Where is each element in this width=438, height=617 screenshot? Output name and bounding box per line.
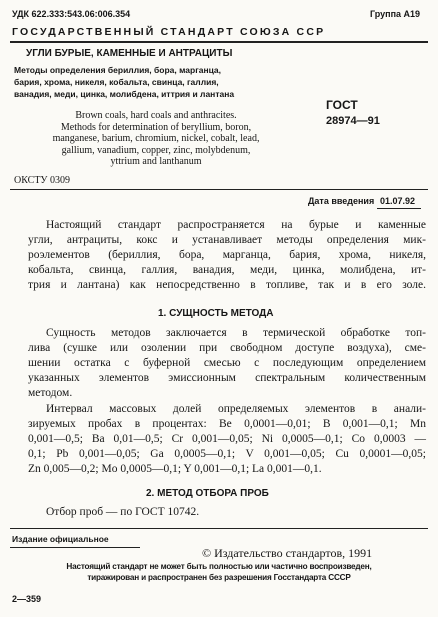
title-rule bbox=[10, 189, 428, 190]
section1-line: Интервал массовых долей определяемых элементов в анали- bbox=[46, 403, 426, 415]
official-edition: Издание официальное bbox=[12, 534, 109, 544]
section1-line: указанных элементов эмиссионным спектральным количественным bbox=[28, 372, 426, 384]
intro-line: роэлементов (бериллия, бора, марганца, бария, хрома, никеля, bbox=[28, 249, 426, 261]
section1-paragraph1 bbox=[28, 326, 426, 401]
gost-number: 28974—91 bbox=[326, 115, 380, 127]
section2-heading: 2. МЕТОД ОТБОРА ПРОБ bbox=[146, 488, 269, 499]
gost-label: ГОСТ bbox=[326, 98, 358, 112]
intro-paragraph bbox=[28, 218, 426, 293]
header-rule bbox=[10, 41, 428, 43]
section1-line: лива (сушке или озолении при свободном доступе воздуха), сме- bbox=[28, 342, 426, 354]
intro-line: кобальта, свинца, галлия, ванадия, меди, цинка, молибдена, ит- bbox=[28, 264, 426, 276]
copyright: © Издательство стандартов, 1991 bbox=[202, 546, 373, 560]
title-english-line: Brown coals, hard coals and anthracites. bbox=[75, 110, 237, 121]
section1-line: Сущность методов заключается в термической обработке топ- bbox=[46, 327, 426, 339]
title-main: УГЛИ БУРЫЕ, КАМЕННЫЕ И АНТРАЦИТЫ bbox=[26, 48, 233, 59]
date-label: Дата введения bbox=[308, 196, 375, 206]
section1-heading: 1. СУЩНОСТЬ МЕТОДА bbox=[158, 308, 274, 319]
intro-line: угли, антрациты, кокс и устанавливает методы определения мик- bbox=[28, 234, 426, 246]
udk-code: УДК 622.333:543.06:006.354 bbox=[12, 9, 131, 19]
official-underline bbox=[10, 547, 140, 548]
state-standard-banner: ГОСУДАРСТВЕННЫЙ СТАНДАРТ СОЮЗА ССР bbox=[12, 26, 326, 38]
title-methods-line: бария, хрома, никеля, кобальта, свинца, галлия, bbox=[14, 77, 219, 88]
group-code: Группа А19 bbox=[370, 9, 421, 19]
date-underline bbox=[377, 208, 421, 209]
intro-line: Настоящий стандарт распространяется на бурые и каменные bbox=[46, 219, 426, 231]
page-code: 2—359 bbox=[12, 594, 42, 604]
title-english-line: manganese, barium, chromium, nickel, cobalt, lead, bbox=[52, 133, 260, 144]
reproduction-notice-line2: тиражирован и распространен без разрешения Госстандарта СССР bbox=[87, 573, 351, 582]
section1-line: 0,1; Pb 0,001—0,05; Ga 0,0005—0,1; V 0,001—0,05; Cu 0,0001—0,05; bbox=[28, 448, 426, 460]
section1-line: Zn 0,005—0,2; Mo 0,0005—0,1; Y 0,001—0,1; La 0,001—0,1. bbox=[28, 463, 322, 475]
section1-paragraph2 bbox=[28, 402, 426, 477]
footer-rule bbox=[10, 528, 428, 529]
title-english-line: gallium, vanadium, copper, zinc, molybdenum, bbox=[61, 144, 251, 156]
section2-text: Отбор проб — по ГОСТ 10742. bbox=[46, 506, 200, 518]
title-methods-line: Методы определения бериллия, бора, марганца, bbox=[14, 65, 222, 75]
intro-line: трия и лантана) как непосредственно в топливе, так и в его золе. bbox=[28, 279, 426, 291]
title-english bbox=[12, 110, 300, 168]
date-value: 01.07.92 bbox=[380, 196, 416, 206]
title-english-line: Methods for determination of beryllium, boron, bbox=[60, 121, 252, 133]
section1-line: 0,001—0,5; Ba 0,01—0,5; Cr 0,001—0,05; Ni 0,0005—0,1; Co 0,0003 — bbox=[28, 433, 426, 445]
section1-line: методом. bbox=[28, 387, 73, 399]
section1-line: зируемых пробах в процентах: Be 0,0001—0,01; B 0,001—0,1; Mn bbox=[28, 418, 426, 430]
title-methods-ru bbox=[14, 64, 234, 101]
section1-line: шении остатка с буферной смесью с последующим определением bbox=[28, 357, 426, 369]
title-english-line: yttrium and lanthanum bbox=[110, 156, 202, 167]
reproduction-notice-line1: Настоящий стандарт не может быть полностью или частично воспроизведен, bbox=[66, 562, 372, 571]
oksu-code: ОКСТУ 0309 bbox=[14, 175, 71, 186]
title-methods-line: ванадия, меди, цинка, молибдена, иттрия и лантана bbox=[14, 89, 235, 100]
